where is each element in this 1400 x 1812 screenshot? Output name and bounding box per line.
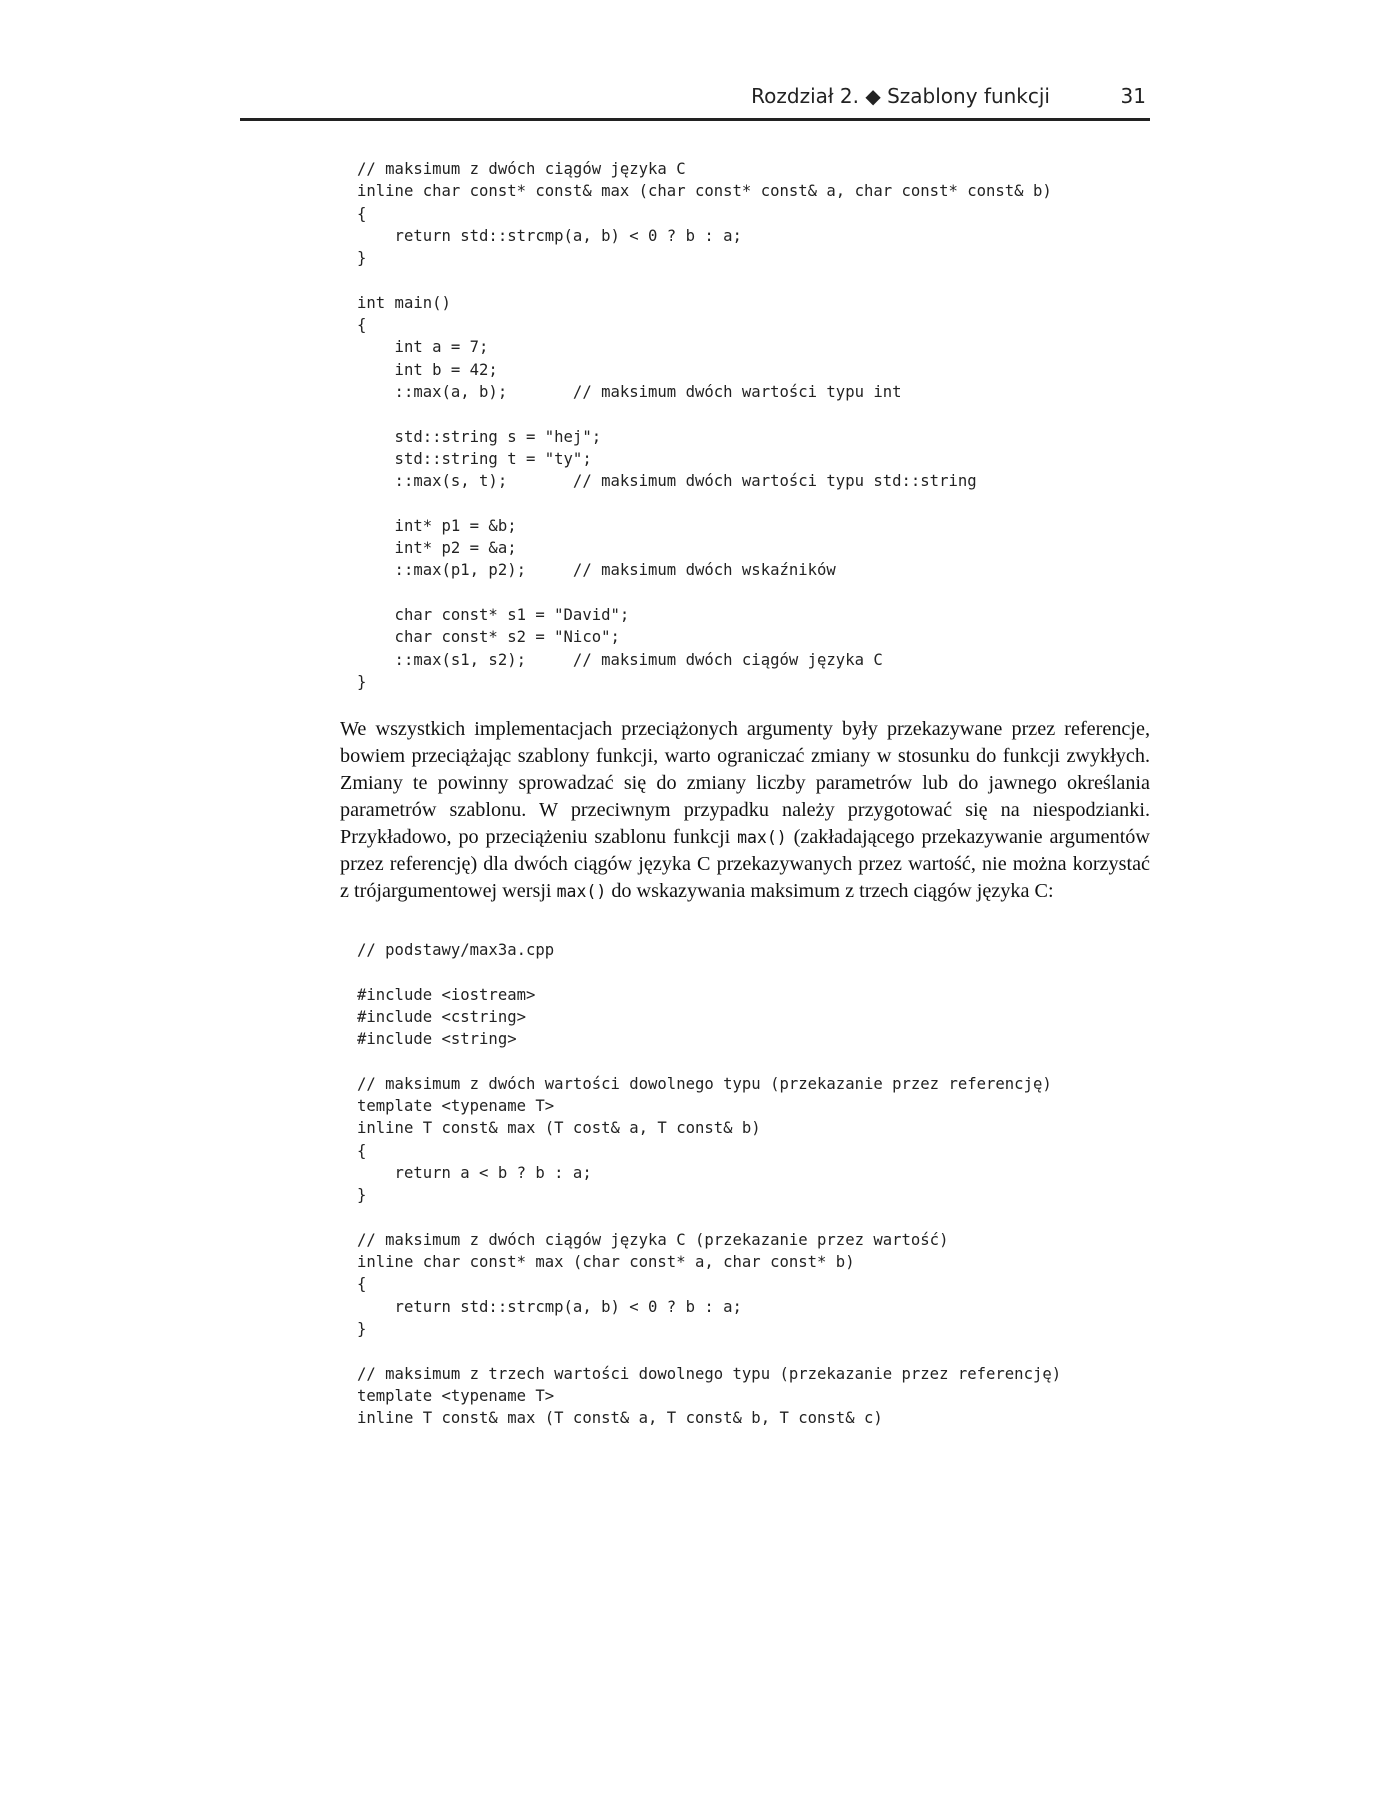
code-line [357, 269, 1052, 291]
code-line: int a = 7; [357, 338, 489, 357]
code-line: inline T const& max (T cost& a, T const& b) [357, 1119, 761, 1138]
code-line: std::string t = "ty"; [357, 449, 592, 468]
body-paragraph [340, 716, 1150, 905]
code-line: #include <iostream> [357, 985, 536, 1004]
code-line: // maksimum z dwóch wartości dowolnego typu (przekazanie przez referencję) [357, 1074, 1052, 1093]
chapter-title: Rozdział 2. ◆ Szablony funkcji [751, 84, 1050, 108]
code-listing-top [357, 158, 1052, 693]
code-line: int* p1 = &b; [357, 516, 517, 535]
code-line: { [357, 316, 367, 335]
code-line: ::max(a, b); // maksimum dwóch wartości typu int [357, 382, 902, 401]
code-line [357, 403, 1052, 425]
code-line: { [357, 204, 367, 223]
code-line: ::max(s1, s2); // maksimum dwóch ciągów języka C [357, 650, 883, 669]
code-line: { [357, 1275, 367, 1294]
code-line: return std::strcmp(a, b) < 0 ? b : a; [357, 1297, 742, 1316]
code-line: return std::strcmp(a, b) < 0 ? b : a; [357, 226, 742, 245]
code-line [357, 961, 1061, 983]
code-line: } [357, 672, 367, 691]
code-line: // maksimum z trzech wartości dowolnego typu (przekazanie przez referencję) [357, 1364, 1062, 1383]
code-line: int main() [357, 293, 451, 312]
code-line: { [357, 1141, 367, 1160]
code-line: int* p2 = &a; [357, 539, 517, 558]
code-line: inline char const* max (char const* a, char const* b) [357, 1253, 855, 1272]
code-line: } [357, 1320, 367, 1339]
code-line: return a < b ? b : a; [357, 1163, 592, 1182]
code-line [357, 582, 1052, 604]
code-line: inline T const& max (T const& a, T const& b, T const& c) [357, 1409, 883, 1428]
code-line: template <typename T> [357, 1097, 555, 1116]
code-line: template <typename T> [357, 1386, 555, 1405]
code-line: char const* s1 = "David"; [357, 605, 630, 624]
code-line: #include <cstring> [357, 1007, 526, 1026]
code-line: int b = 42; [357, 360, 498, 379]
page-number: 31 [1120, 84, 1146, 108]
code-line: // podstawy/max3a.cpp [357, 941, 555, 959]
code-line: std::string s = "hej"; [357, 427, 602, 446]
code-line: #include <string> [357, 1030, 517, 1049]
code-line: inline char const* const& max (char const* const& a, char const* const& b) [357, 182, 1052, 201]
code-line: // maksimum z dwóch ciągów języka C (przekazanie przez wartość) [357, 1230, 949, 1249]
page-header [240, 78, 1150, 121]
inline-code-max: max() [556, 882, 607, 901]
code-line [357, 1050, 1061, 1072]
code-line [357, 492, 1052, 514]
paragraph-part-1: We wszystkich implementacjach przeciążonych argumenty były przekazywane przez referencje, bowiem przeciążając szablony funkcji, warto ograniczać zmiany w stosunku do funkcji zwykłych. Zmiany te powinny sprowadzać się do zmiany liczby parametrów lub do jawnego określania parametrów szablonu. W przeciwnym przypadku należy przygotować się na niespodzianki. Przykładowo, po przeciążeniu szablonu funkcji [340, 718, 1150, 848]
code-line: ::max(s, t); // maksimum dwóch wartości typu std::string [357, 472, 977, 491]
code-line [357, 1340, 1061, 1362]
code-listing-bottom [357, 939, 1061, 1430]
code-line [357, 1207, 1061, 1229]
inline-code-max: max() [737, 828, 787, 847]
paragraph-part-2: (zakładającego przekazywanie argumentów przez referencję) dla dwóch ciągów języka C przekazywanych przez wartość, nie można korzystać z trójargumentowej wersji [340, 826, 1150, 902]
code-line: } [357, 1186, 367, 1205]
code-line: // maksimum z dwóch ciągów języka C [357, 160, 686, 178]
paragraph-part-3: do wskazywania maksimum z trzech ciągów języka C: [606, 880, 1054, 902]
code-line: } [357, 249, 367, 268]
code-line: ::max(p1, p2); // maksimum dwóch wskaźników [357, 561, 836, 580]
paragraph-text [340, 716, 1150, 905]
code-line: char const* s2 = "Nico"; [357, 628, 620, 647]
